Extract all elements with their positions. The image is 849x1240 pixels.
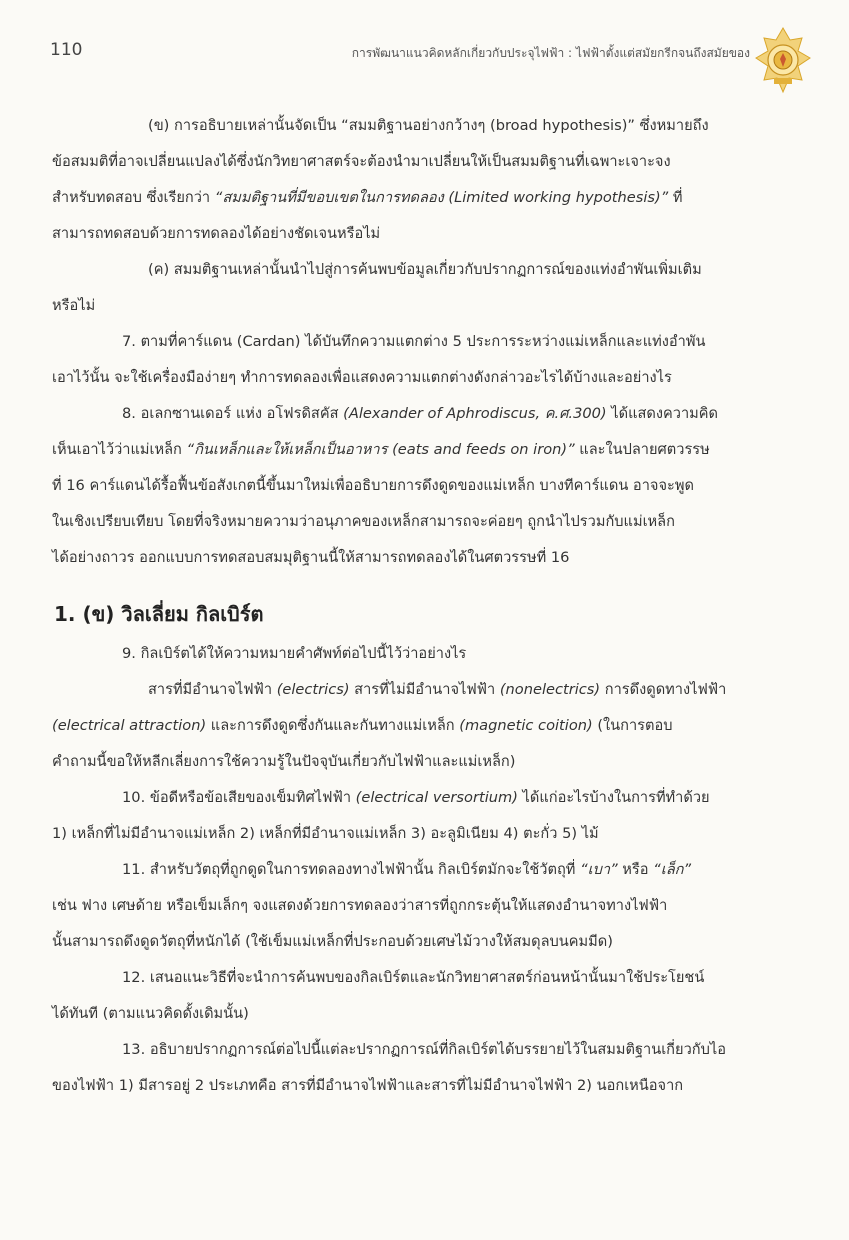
paragraph-c: (ค) สมมติฐานเหล่านั้นนำไปสู่การค้นพบข้อมูลเกี่ยวกับปรากฏการณ์ของแท่งอำพันเพิ่มเติม	[148, 261, 702, 278]
question-9: 9. กิลเบิร์ตได้ให้ความหมายคำศัพท์ต่อไปนี้ไว้ว่าอย่างไร	[122, 645, 467, 662]
question-9-line4: คำถามนี้ขอให้หลีกเลี่ยงการใช้ความรู้ในปัจจุบันเกี่ยวกับไฟฟ้าและแม่เหล็ก)	[52, 753, 516, 770]
section-heading: 1. (ข) วิลเลี่ยม กิลเบิร์ต	[54, 602, 264, 626]
running-head: การพัฒนาแนวคิดหลักเกี่ยวกับประจุไฟฟ้า : ไฟฟ้าตั้งแต่สมัยกรีกจนถึงสมัยของ	[351, 46, 750, 60]
question-11-line2: เช่น ฟาง เศษด้าย หรือเข็มเล็กๆ จงแสดงด้วยการทดลองว่าสารที่ถูกกระตุ้นให้แสดงอำนาจทางไฟฟ้า	[52, 897, 668, 914]
document-body	[52, 108, 800, 1104]
paragraph-b-line3: สำหรับทดสอบ ซึ่งเรียกว่า “สมมติฐานที่มีขอบเขตในการทดลอง (Limited working hypothesis)” ที่	[52, 189, 683, 206]
page-header	[50, 38, 750, 68]
question-9-line2: สารที่มีอำนาจไฟฟ้า (electrics) สารที่ไม่มีอำนาจไฟฟ้า (nonelectrics) การดึงดูดทางไฟฟ้า	[148, 681, 727, 698]
paragraph-b: (ข) การอธิบายเหล่านั้นจัดเป็น “สมมติฐานอย่างกว้างๆ (broad hypothesis)” ซึ่งหมายถึง	[148, 117, 709, 134]
paragraph-c-line2: หรือไม่	[52, 297, 96, 314]
question-13: 13. อธิบายปรากฏการณ์ต่อไปนี้แต่ละปรากฏการณ์ที่กิลเบิร์ตได้บรรยายไว้ในสมมติฐานเกี่ยวกับไอ	[122, 1041, 726, 1058]
question-10: 10. ข้อดีหรือข้อเสียของเข็มทิศไฟฟ้า (electrical versortium) ได้แก่อะไรบ้างในการที่ทำด้วย	[122, 789, 710, 806]
question-13-line2: ของไฟฟ้า 1) มีสารอยู่ 2 ประเภทคือ สารที่มีอำนาจไฟฟ้าและสารที่ไม่มีอำนาจไฟฟ้า 2) นอกเหนือจาก	[52, 1077, 684, 1094]
paragraph-b-line4: สามารถทดสอบด้วยการทดลองได้อย่างชัดเจนหรือไม่	[52, 225, 381, 242]
institution-seal-icon	[752, 26, 814, 96]
question-8-line2: เห็นเอาไว้ว่าแม่เหล็ก “กินเหล็กและให้เหล็กเป็นอาหาร (eats and feeds on iron)” และในปลายศตวรรษ	[52, 441, 710, 458]
question-11: 11. สำหรับวัตถุที่ถูกดูดในการทดลองทางไฟฟ้านั้น กิลเบิร์ตมักจะใช้วัตถุที่ “เบา” หรือ “เล็ก”	[122, 861, 692, 878]
paragraph-b-line2: ข้อสมมติที่อาจเปลี่ยนแปลงได้ซึ่งนักวิทยาศาสตร์จะต้องนำมาเปลี่ยนให้เป็นสมมติฐานที่เฉพาะเจาะจง	[52, 153, 671, 170]
question-8-line4: ในเชิงเปรียบเทียบ โดยที่จริงหมายความว่าอนุภาคของเหล็กสามารถจะค่อยๆ ถูกนำไปรวมกับแม่เหล็ก	[52, 513, 675, 530]
question-11-line3: นั้นสามารถดึงดูดวัตถุที่หนักได้ (ใช้เข็มแม่เหล็กที่ประกอบด้วยเศษไม้วางให้สมดุลบนคมมีด)	[52, 933, 613, 950]
question-10-line2: 1) เหล็กที่ไม่มีอำนาจแม่เหล็ก 2) เหล็กที่มีอำนาจแม่เหล็ก 3) อะลูมิเนียม 4) ตะกั่ว 5) ไม้	[52, 825, 599, 842]
question-12: 12. เสนอแนะวิธีที่จะนำการค้นพบของกิลเบิร์ตและนักวิทยาศาสตร์ก่อนหน้านั้นมาใช้ประโยชน์	[122, 969, 705, 986]
question-8-line3: ที่ 16 คาร์แดนได้รื้อฟื้นข้อสังเกตนี้ขึ้นมาใหม่เพื่ออธิบายการดึงดูดของแม่เหล็ก บางทีคาร์แดน อาจจะพูด	[52, 477, 694, 494]
question-7: 7. ตามที่คาร์แดน (Cardan) ได้บันทึกความแตกต่าง 5 ประการระหว่างแม่เหล็กและแท่งอำพัน	[122, 333, 706, 350]
question-7-line2: เอาไว้นั้น จะใช้เครื่องมือง่ายๆ ทำการทดลองเพื่อแสดงความแตกต่างดังกล่าวอะไรได้บ้างและอย่างไร	[52, 369, 672, 386]
question-12-line2: ได้ทันที (ตามแนวคิดดั้งเดิมนั้น)	[52, 1005, 249, 1022]
question-9-line3: (electrical attraction) และการดึงดูดซึ่งกันและกันทางแม่เหล็ก (magnetic coition) (ในการตอบ	[52, 717, 673, 734]
question-8-line5: ได้อย่างถาวร ออกแบบการทดสอบสมมุติฐานนี้ให้สามารถทดลองได้ในศตวรรษที่ 16	[52, 549, 570, 566]
page-number: 110	[50, 40, 83, 60]
question-8: 8. อเลกซานเดอร์ แห่ง อโฟรดิสคัส (Alexander of Aphrodiscus, ค.ศ.300) ได้แสดงความคิด	[122, 405, 719, 422]
